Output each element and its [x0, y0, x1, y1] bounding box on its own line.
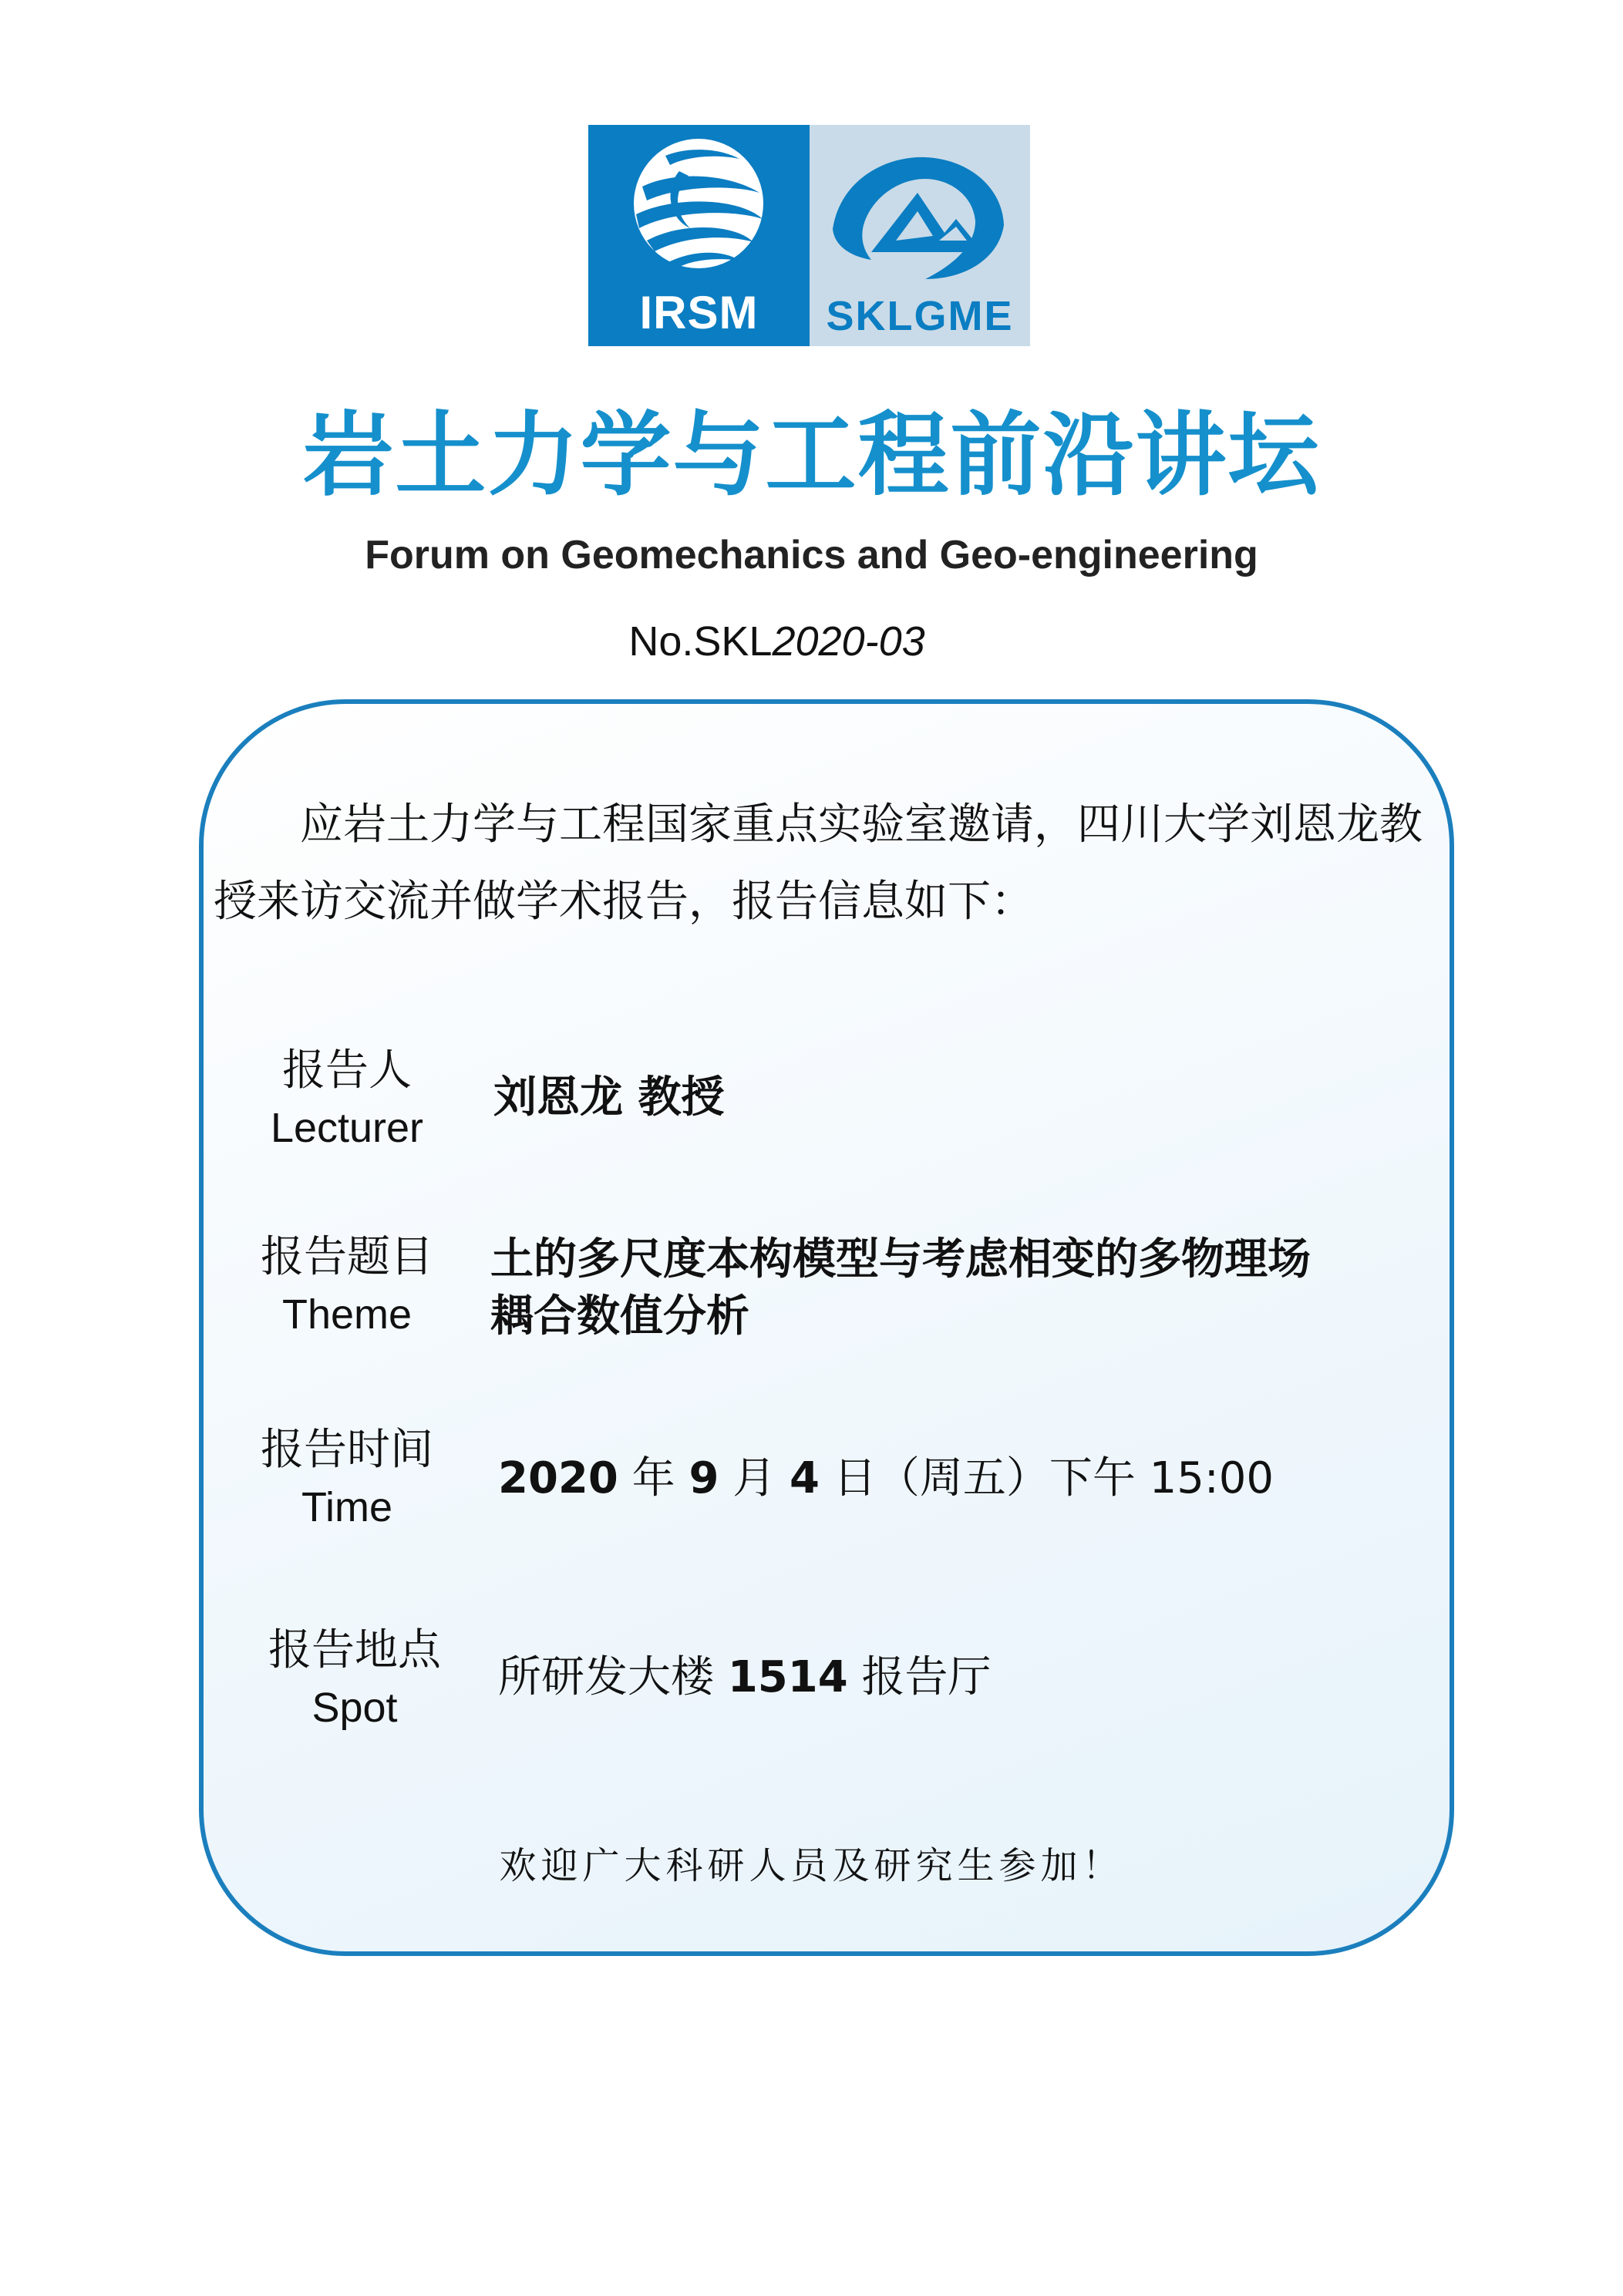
time-year-unit: 年: [618, 1453, 689, 1503]
sklgme-label: SKLGME: [826, 293, 1014, 339]
time-value: [498, 1449, 1274, 1508]
logo-block: [588, 125, 1030, 346]
sklgme-logo: [810, 125, 1030, 346]
spot-value: [498, 1648, 991, 1707]
intro-paragraph: 应岩土力学与工程国家重点实验室邀请，四川大学刘恩龙教授来访交流并做学术报告，报告信息如下：: [214, 800, 1423, 927]
irsm-logo: [588, 125, 810, 346]
spot-suffix: 报告厅: [847, 1652, 992, 1702]
issue-number: [0, 617, 1554, 666]
time-day: 4: [790, 1453, 820, 1503]
time-label-en: Time: [301, 1484, 392, 1530]
spot-label-cn: 报告地点: [268, 1625, 441, 1675]
spot-room: 1514: [727, 1652, 848, 1702]
lecturer-label-cn: 报告人: [282, 1045, 412, 1096]
issue-prefix: No.SKL: [628, 618, 773, 665]
lecturer-label: [239, 1042, 455, 1156]
theme-value-line2: 耦合数值分析: [490, 1291, 749, 1342]
time-month: 9: [689, 1453, 719, 1503]
time-label-cn: 报告时间: [261, 1425, 433, 1475]
forum-title-english: Forum on Geomechanics and Geo-engineering: [365, 533, 1258, 577]
spot-label: [247, 1622, 463, 1736]
time-year: 2020: [498, 1453, 618, 1503]
irsm-label: IRSM: [639, 287, 759, 338]
lecturer-label-en: Lecturer: [270, 1105, 424, 1151]
lecturer-value: 刘恩龙 教授: [493, 1072, 725, 1123]
time-month-unit: 月: [719, 1453, 790, 1503]
time-label: [239, 1422, 455, 1536]
theme-label-en: Theme: [281, 1291, 412, 1338]
spot-prefix: 所研发大楼: [498, 1652, 728, 1702]
forum-title-chinese: 岩土力学与工程前沿讲坛: [302, 402, 1321, 508]
time-rest: 日（周五）下午 15:00: [820, 1453, 1274, 1503]
spot-label-en: Spot: [311, 1685, 398, 1731]
theme-value-line1: 土的多尺度本构模型与考虑相变的多物理场: [490, 1234, 1311, 1284]
theme-label-cn: 报告题目: [261, 1232, 433, 1282]
theme-label: [239, 1229, 455, 1343]
issue-num: 2020-03: [772, 618, 925, 665]
welcome-note: 欢迎广大科研人员及研究生参加！: [499, 1844, 1124, 1887]
